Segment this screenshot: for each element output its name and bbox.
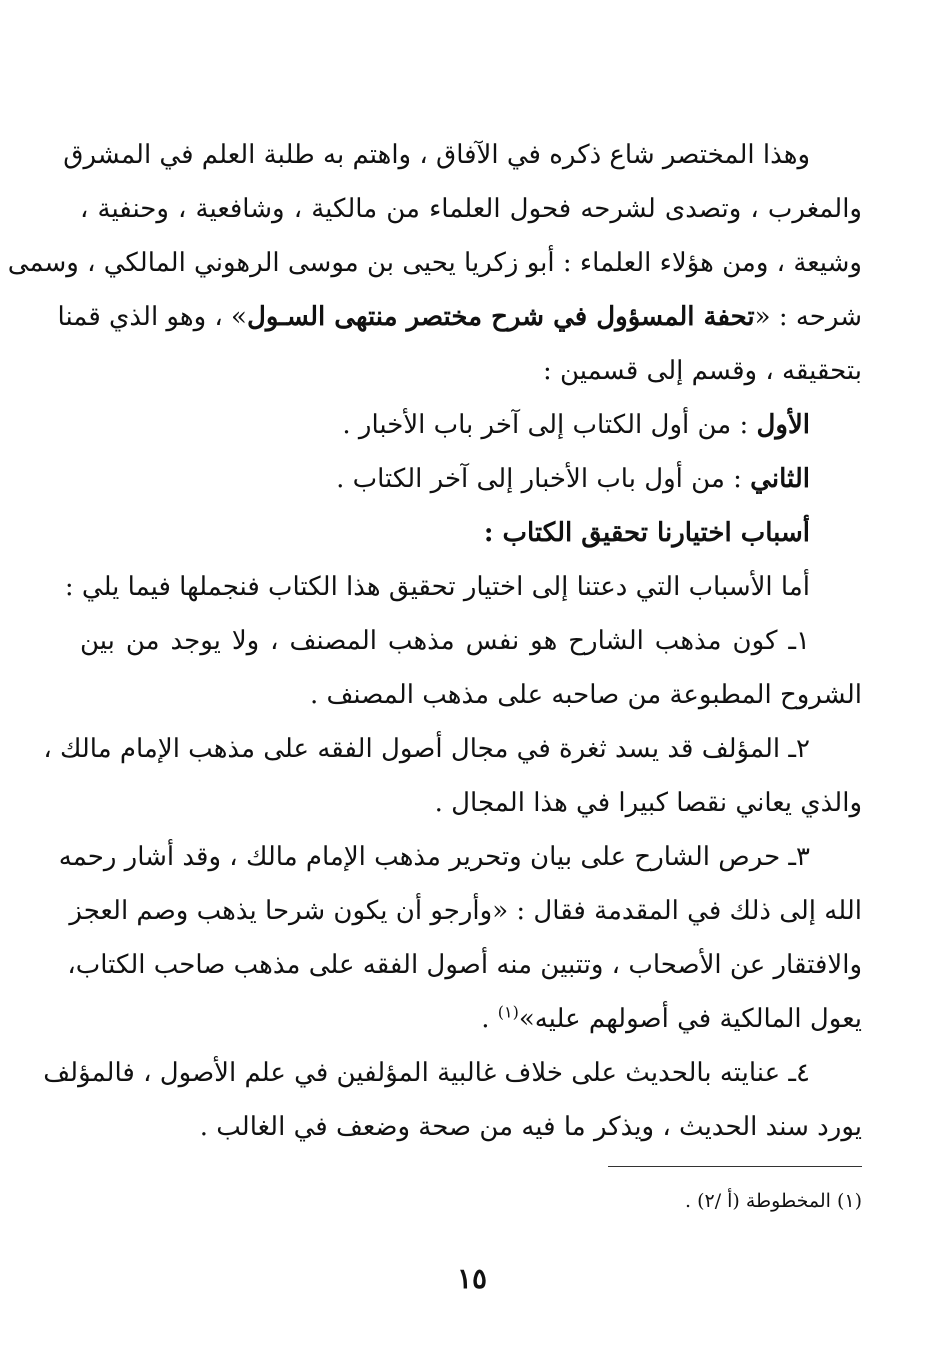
paragraph-line: الله إلى ذلك في المقدمة فقال : «وأرجو أن يكون شرحا يذهب وصم العجز [69, 896, 862, 926]
paragraph-line: والذي يعاني نقصا كبيرا في هذا المجال . [434, 788, 862, 818]
part-text: : من أول باب الأخبار إلى آخر الكتاب . [336, 464, 751, 494]
book-title: تحفة المسؤول في شرح مختصر منتهى السـول [246, 302, 755, 332]
footnote: (١) المخطوطة (أ /٢) . [684, 1190, 862, 1212]
paragraph-line: أما الأسباب التي دعتنا إلى اختيار تحقيق هذا الكتاب فنجملها فيما يلي : [64, 572, 810, 602]
text-segment: شرحه : « [754, 302, 862, 332]
part-label: الأول [756, 410, 810, 440]
paragraph-line [80, 992, 862, 1046]
body-text [7, 128, 862, 1154]
text-segment: يعول المالكية في أصولهم عليه» [518, 1004, 862, 1034]
paragraph-line: وهذا المختصر شاع ذكره في الآفاق ، واهتم به طلبة العلم في المشرق [63, 140, 810, 170]
text-segment: » ، وهو الذي قمنا [57, 302, 247, 332]
paragraph-line: بتحقيقه ، وقسم إلى قسمين : [542, 356, 862, 386]
part-label: الثاني [750, 464, 810, 494]
paragraph-line: ٢ـ المؤلف قد يسد ثغرة في مجال أصول الفقه على مذهب الإمام مالك ، [43, 734, 810, 764]
list-item [80, 398, 862, 452]
paragraph-line: ٤ـ عنايته بالحديث على خلاف غالبية المؤلفين في علم الأصول ، فالمؤلف [43, 1058, 810, 1088]
text-segment: . [481, 1004, 498, 1034]
footnote-divider [608, 1166, 862, 1167]
paragraph-line: والافتقار عن الأصحاب ، وتتبين منه أصول الفقه على مذهب صاحب الكتاب، [67, 950, 862, 980]
paragraph-line: الشروح المطبوعة من صاحبه على مذهب المصنف . [309, 680, 862, 710]
page-number: ١٥ [456, 1262, 488, 1295]
paragraph-line: يورد سند الحديث ، ويذكر ما فيه من صحة وضعف في الغالب . [199, 1112, 862, 1142]
list-item [80, 452, 862, 506]
section-heading: أسباب اختيارنا تحقيق الكتاب : [483, 518, 810, 548]
paragraph-line: وشيعة ، ومن هؤلاء العلماء : أبو زكريا يحيى بن موسى الرهوني المالكي ، وسمى [7, 248, 862, 278]
paragraph-line [57, 290, 862, 344]
paragraph-line: ٣ـ حرص الشارح على بيان وتحرير مذهب الإمام مالك ، وقد أشار رحمه [58, 842, 810, 872]
paragraph-line: والمغرب ، وتصدى لشرحه فحول العلماء من مالكية ، وشافعية ، وحنفية ، [80, 194, 862, 224]
footnote-reference[interactable]: (١) [497, 1002, 519, 1022]
paragraph-line: ١ـ كون مذهب الشارح هو نفس مذهب المصنف ، ولا يوجد من بين [80, 626, 810, 656]
part-text: : من أول الكتاب إلى آخر باب الأخبار . [342, 410, 757, 440]
